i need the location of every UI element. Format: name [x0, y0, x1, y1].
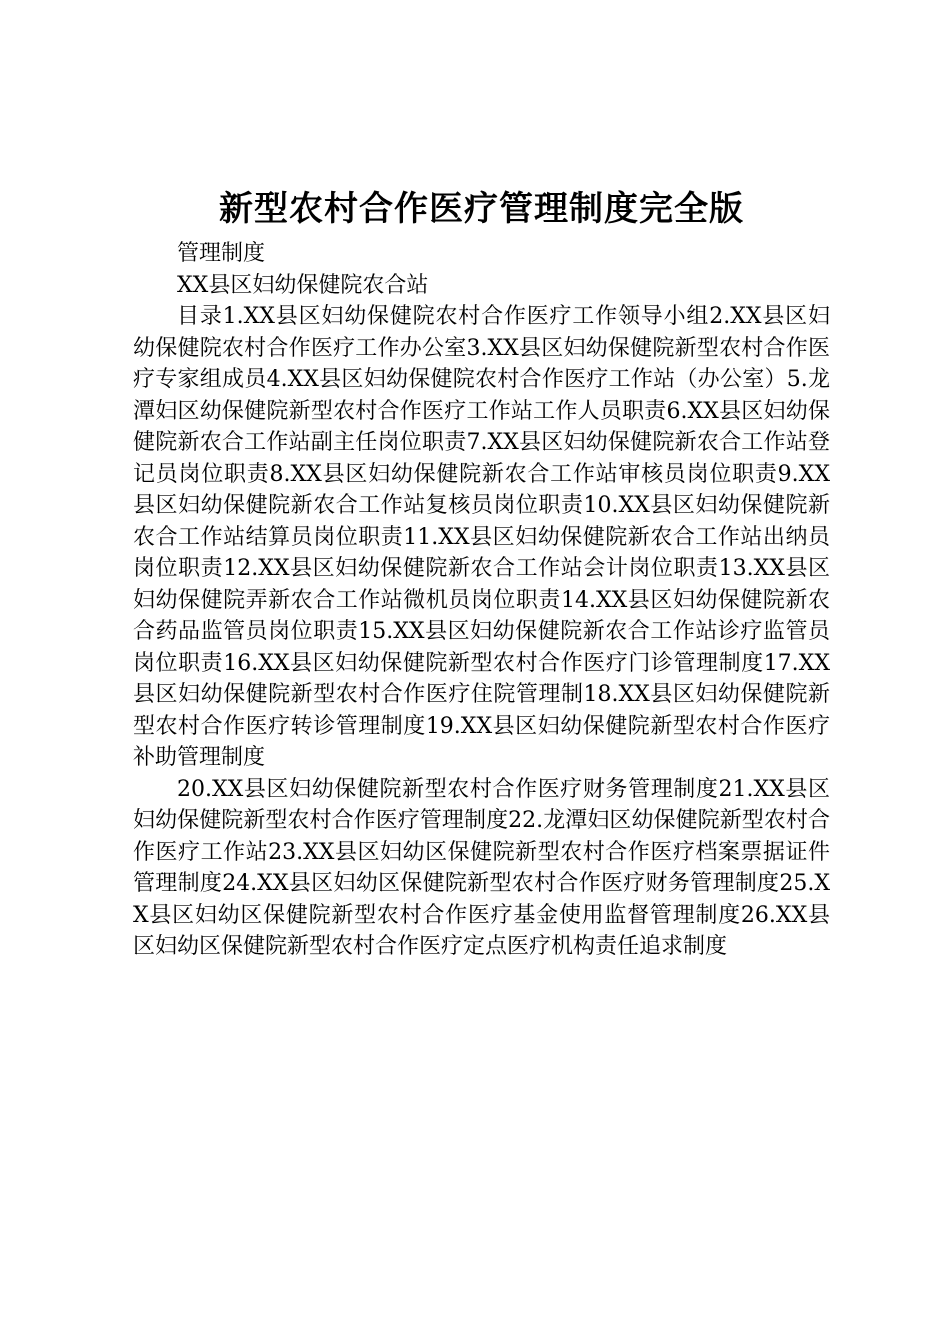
document-title: 新型农村合作医疗管理制度完全版: [219, 189, 744, 229]
paragraph-contents-part-2: 20.XX县区妇幼保健院新型农村合作医疗财务管理制度21.XX县区妇幼保健院新型农村合作医疗管理制度22.龙潭妇区幼保健院新型农村合作医疗工作站23.XX县区妇幼区保健院新型农村合作医疗档案票据证件管理制度24.XX县区妇幼区保健院新型农村合作医疗财务管理制度25.XX县区妇幼区保健院新型农村合作医疗基金使用监督管理制度26.XX县区妇幼区保健院新型农村合作医疗定点医疗机构责任追求制度: [133, 776, 830, 959]
paragraph-organization: XX县区妇幼保健院农合站: [177, 272, 429, 298]
paragraph-contents-part-1: 目录1.XX县区妇幼保健院农村合作医疗工作领导小组2.XX县区妇幼保健院农村合作医疗工作办公室3.XX县区妇幼保健院新型农村合作医疗专家组成员4.XX县区妇幼保健院农村合作医疗工作站（办公室）5.龙潭妇区幼保健院新型农村合作医疗工作站工作人员职责6.XX县区妇幼保健院新农合工作站副主任岗位职责7.XX县区妇幼保健院新农合工作站登记员岗位职责8.XX县区妇幼保健院新农合工作站审核员岗位职责9.XX县区妇幼保健院新农合工作站复核员岗位职责10.XX县区妇幼保健院新农合工作站结算员岗位职责11.XX县区妇幼保健院新农合工作站出纳员岗位职责12.XX县区妇幼保健院新农合工作站会计岗位职责13.XX县区妇幼保健院弄新农合工作站微机员岗位职责14.XX县区妇幼保健院新农合药品监管员岗位职责15.XX县区妇幼保健院新农合工作站诊疗监管员岗位职责16.XX县区妇幼保健院新型农村合作医疗门诊管理制度17.XX县区妇幼保健院新型农村合作医疗住院管理制18.XX县区妇幼保健院新型农村合作医疗转诊管理制度19.XX县区妇幼保健院新型农村合作医疗补助管理制度: [133, 304, 830, 770]
document-page: [133, 186, 830, 963]
paragraph-heading: 管理制度: [177, 241, 266, 266]
